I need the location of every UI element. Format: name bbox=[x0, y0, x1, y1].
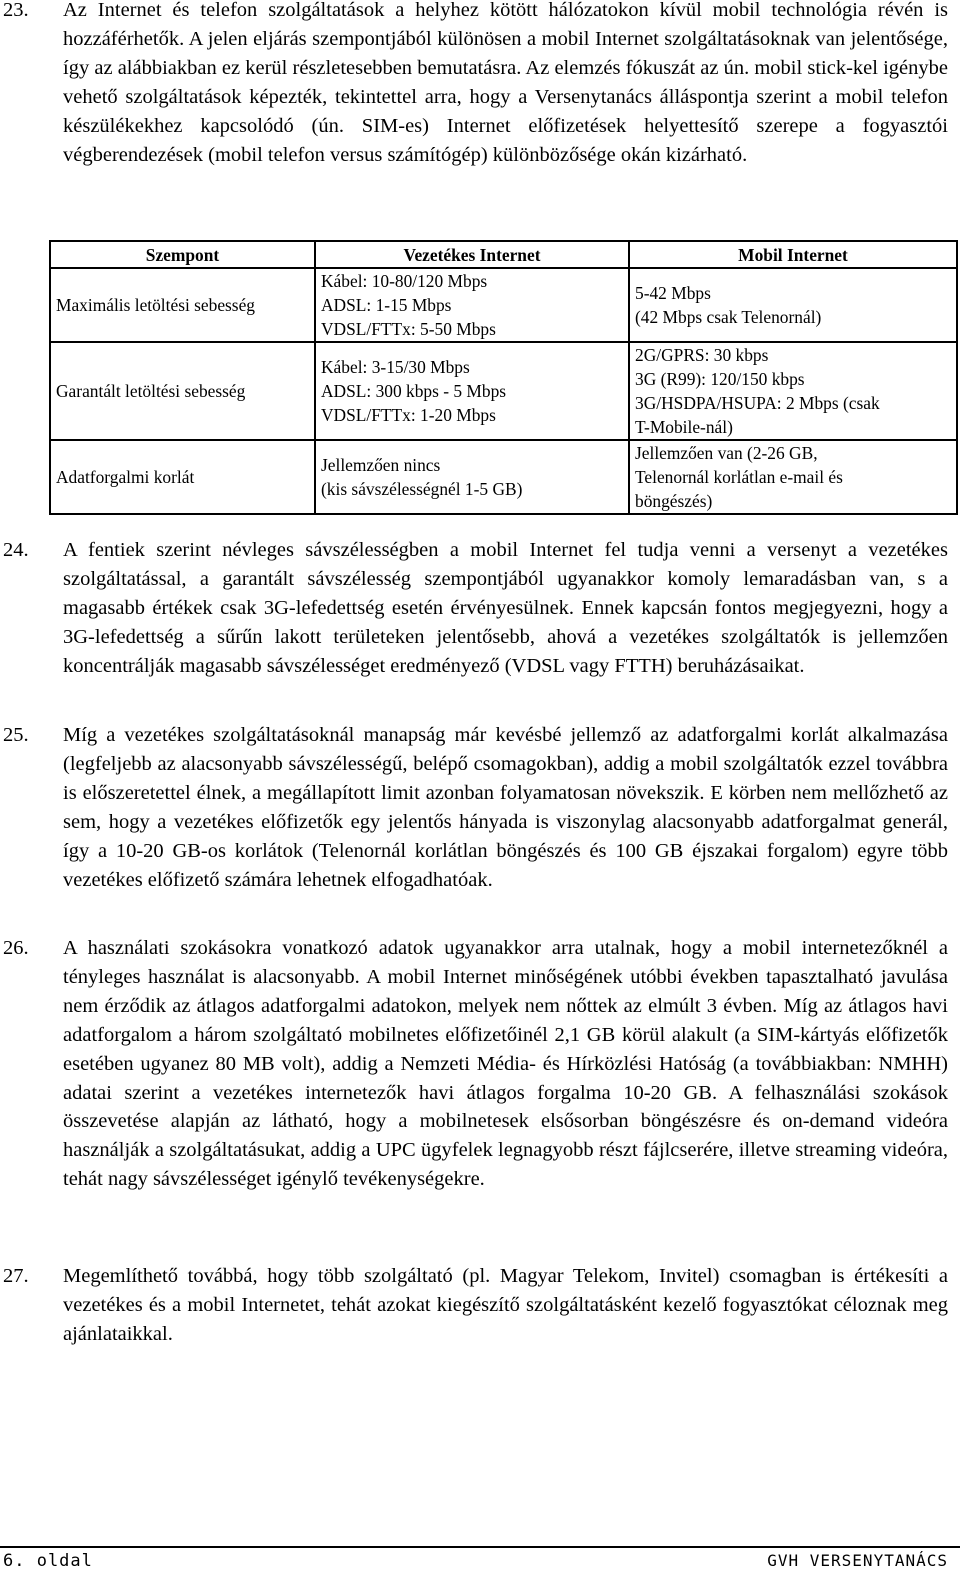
cell-line: ADSL: 1-15 Mbps bbox=[321, 295, 452, 315]
header-wired-internet: Vezetékes Internet bbox=[315, 241, 629, 268]
paragraph-number: 26. bbox=[3, 937, 29, 959]
footer-divider bbox=[0, 1546, 960, 1548]
header-mobile-internet: Mobil Internet bbox=[629, 241, 957, 268]
cell-line: Jellemzően van (2-26 GB, bbox=[635, 443, 818, 463]
comparison-table bbox=[49, 240, 958, 515]
page-number: 6. oldal bbox=[3, 1551, 93, 1571]
criterion-cell: Garantált letöltési sebesség bbox=[50, 342, 315, 440]
cell-line: Jellemzően nincs bbox=[321, 455, 441, 475]
paragraph-number: 25. bbox=[3, 724, 29, 746]
mobile-cell bbox=[629, 268, 957, 342]
wired-cell bbox=[315, 268, 629, 342]
cell-line: T-Mobile-nál) bbox=[635, 417, 733, 437]
criterion-cell: Adatforgalmi korlát bbox=[50, 440, 315, 514]
header-criterion: Szempont bbox=[50, 241, 315, 268]
cell-line: Kábel: 10-80/120 Mbps bbox=[321, 271, 488, 291]
paragraph-text: A használati szokásokra vonatkozó adatok ugyanakkor arra utalnak, hogy a mobil internetezőknél a tényleges használat is alacsonyabb. A mobil Internet minőségének utóbbi években tapasztalható javulása nem érződik az átlagos adatforgalmi adatokon, melyek nem nőttek az elmúlt 3 évben. Míg az átlagos havi adatforgalom a három szolgáltató mobilnetes előfizetőinél 2,1 GB körül alakult (a SIM-kártyás előfizetők esetében ugyanez 80 MB volt), addig a Nemzeti Média- és Hírközlési Hatóság (a továbbiakban: NMHH) adatai szerint a vezetékes internetezők havi átlagos forgalma 10-20 GB. A felhasználási szokások összevetése alapján az látható, hogy a mobilnetesek elsősorban böngészésre és on-demand videóra használják a szolgáltatásukat, addig a UPC ügyfelek legnagyobb részt fájlcserére, illetve streaming videóra, tehát nagy sávszélességet igénylő tevékenységekre. bbox=[63, 937, 948, 1191]
wired-cell bbox=[315, 342, 629, 440]
paragraph-text: Míg a vezetékes szolgáltatásoknál manapság már kevésbé jellemző az adatforgalmi korlát alkalmazása (legfeljebb az alacsonyabb sávszélességű, belépő csomagokban), addig a mobil szolgáltatók ezzel továbbra is előszeretettel élnek, a megállapított limit azonban folyamatosan növekszik. E körben nem mellőzhető az sem, hogy a vezetékes előfizetők egy jelentős hányada is viszonylag alacsonyabb adatforgalmat generál, így a 10-20 GB-os korlátok (Telenornál korlátlan böngészés és 100 GB éjszakai forgalom) egyre több vezetékes előfizető számára lehetnek elfogadhatóak. bbox=[63, 724, 948, 891]
cell-line: 3G (R99): 120/150 kbps bbox=[635, 369, 805, 389]
criterion-cell: Maximális letöltési sebesség bbox=[50, 268, 315, 342]
paragraph-text: Az Internet és telefon szolgáltatások a helyhez kötött hálózatokon kívül mobil technológia révén is hozzáférhetők. A jelen eljárás szempontjából különösen a mobil Internet szolgáltatásoknak van jelentősége, így az alábbiakban ez kerül részletesebben bemutatásra. Az elemzés fókuszát az ún. mobil stick-kel igénybe vehető szolgáltatások képezték, tekintettel arra, hogy a Versenytanács álláspontja szerint a mobil telefon készülékekhez kapcsolódó (ún. SIM-es) Internet előfizetések helyettesítő szerepe a fogyasztói végberendezések (mobil telefon versus számítógép) különbözősége okán kizárható. bbox=[63, 0, 948, 166]
table-row bbox=[50, 268, 957, 342]
paragraph-number: 27. bbox=[3, 1265, 29, 1287]
cell-line: VDSL/FTTx: 1-20 Mbps bbox=[321, 405, 496, 425]
cell-line: ADSL: 300 kbps - 5 Mbps bbox=[321, 381, 507, 401]
cell-line: 3G/HSDPA/HSUPA: 2 Mbps (csak bbox=[635, 393, 880, 413]
cell-line: VDSL/FTTx: 5-50 Mbps bbox=[321, 319, 496, 339]
cell-line: Kábel: 3-15/30 Mbps bbox=[321, 357, 470, 377]
table-row bbox=[50, 342, 957, 440]
paragraph-25 bbox=[0, 721, 948, 894]
mobile-cell bbox=[629, 440, 957, 514]
cell-line: 5-42 Mbps bbox=[635, 283, 711, 303]
footer-organization: GVH VERSENYTANÁCS bbox=[767, 1551, 948, 1570]
paragraph-text: Megemlíthető továbbá, hogy több szolgáltató (pl. Magyar Telekom, Invitel) csomagban is értékesíti a vezetékes és a mobil Internetet, tehát azokat kiegészítő szolgáltatásként kezelő fogyasztókat céloznak meg ajánlataikkal. bbox=[63, 1265, 948, 1345]
cell-line: böngészés) bbox=[635, 491, 713, 511]
table-row bbox=[50, 440, 957, 514]
cell-line: 2G/GPRS: 30 kbps bbox=[635, 345, 769, 365]
paragraph-text: A fentiek szerint névleges sávszélességben a mobil Internet fel tudja venni a versenyt a vezetékes szolgáltatással, a garantált sávszélesség szempontjából ugyanakkor komoly lemaradásban van, s a magasabb értékek csak 3G-lefedettség esetén érvényesülnek. Ennek kapcsán fontos megjegyezni, hogy a 3G-lefedettség a sűrűn lakott területeken jelentősebb, ahová a vezetékes szolgáltatók is jellemzően koncentrálják magasabb sávszélességet eredményező (VDSL vagy FTTH) beruházásaikat. bbox=[63, 539, 948, 677]
wired-cell bbox=[315, 440, 629, 514]
mobile-cell bbox=[629, 342, 957, 440]
cell-line: Telenornál korlátlan e-mail és bbox=[635, 467, 843, 487]
cell-line: (kis sávszélességnél 1-5 GB) bbox=[321, 479, 523, 499]
paragraph-number: 24. bbox=[3, 539, 29, 561]
paragraph-23 bbox=[0, 0, 948, 169]
paragraph-24 bbox=[0, 536, 948, 681]
paragraph-26 bbox=[0, 934, 948, 1194]
paragraph-number: 23. bbox=[3, 0, 29, 21]
paragraph-27 bbox=[0, 1262, 948, 1349]
table-header-row bbox=[50, 241, 957, 268]
cell-line: (42 Mbps csak Telenornál) bbox=[635, 307, 822, 327]
